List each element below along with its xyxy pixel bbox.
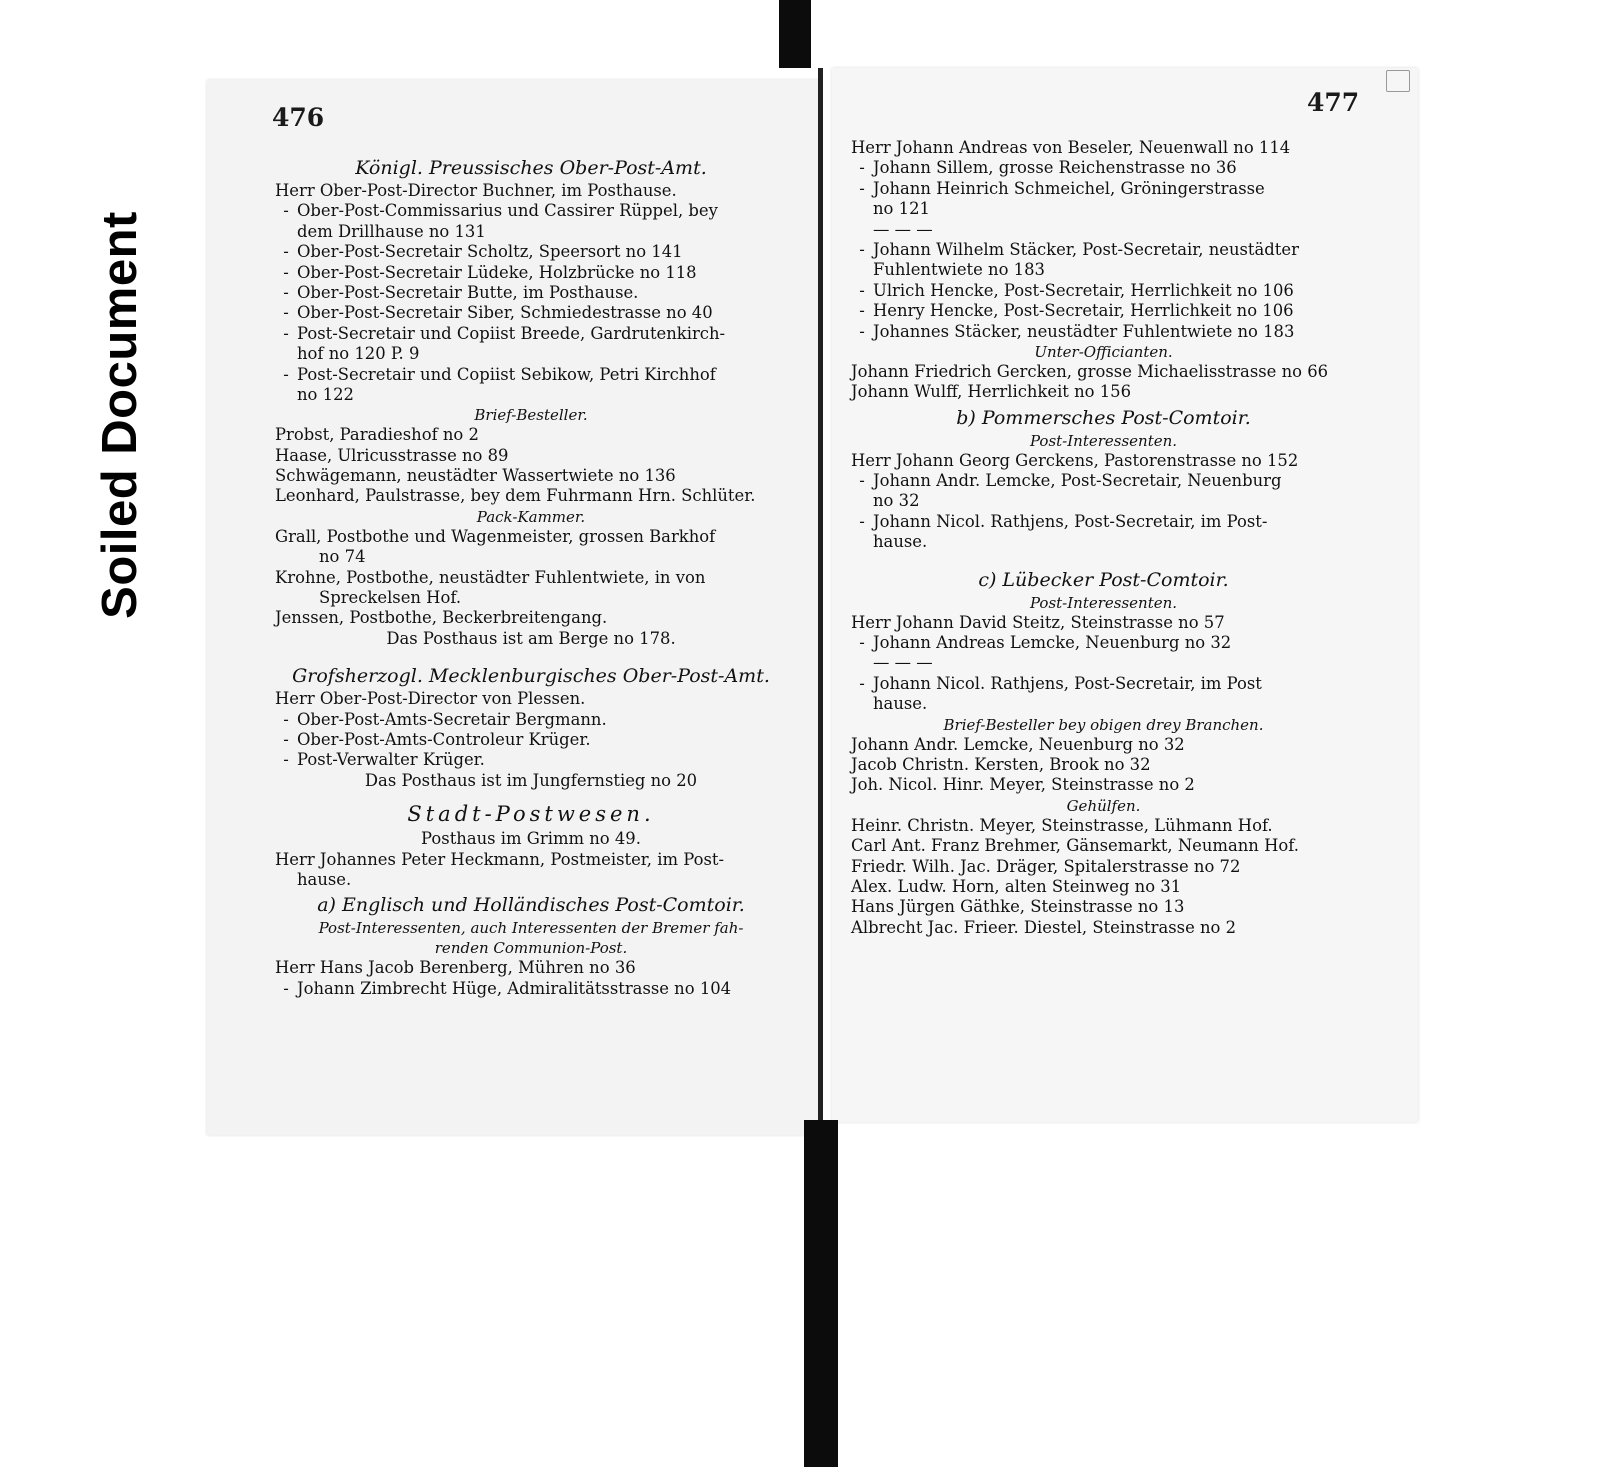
dash-mark: - bbox=[859, 239, 865, 259]
entry-text: Henry Hencke, Post-Secretair, Herrlichkeit no 106 bbox=[873, 301, 1294, 321]
dash-mark: - bbox=[283, 978, 289, 998]
dash-entry-line bbox=[275, 242, 787, 262]
subsection-heading: Post-Interessenten. bbox=[1029, 431, 1178, 450]
entry-line: Heinr. Christn. Meyer, Steinstrasse, Lühmann Hof. bbox=[851, 815, 1273, 835]
entry-text: Ober-Post-Secretair Butte, im Posthause. bbox=[297, 282, 639, 302]
entry-text: Johann Sillem, grosse Reichenstrasse no 36 bbox=[873, 158, 1237, 178]
entry-text: Johann Andr. Lemcke, Post-Secretair, Neuenburg bbox=[873, 471, 1282, 491]
ditto-dashes: — — — bbox=[873, 219, 933, 239]
entry-text: Johann Wilhelm Stäcker, Post-Secretair, neustädter bbox=[873, 239, 1299, 259]
centered-note: Das Posthaus ist am Berge no 178. bbox=[386, 628, 676, 648]
entry-line: Hans Jürgen Gäthke, Steinstrasse no 13 bbox=[851, 897, 1185, 917]
entry-line: Johann Friedrich Gercken, grosse Michaelisstrasse no 66 bbox=[851, 361, 1329, 381]
dash-mark: - bbox=[283, 201, 289, 221]
dash-mark: - bbox=[283, 709, 289, 729]
entry-text: Johann Zimbrecht Hüge, Admiralitätsstrasse no 104 bbox=[297, 978, 732, 998]
dash-entry-line bbox=[275, 710, 787, 730]
dash-entry-line bbox=[275, 324, 787, 344]
entry-line: Albrecht Jac. Frieer. Diestel, Steinstrasse no 2 bbox=[851, 917, 1237, 937]
entry-text: Ober-Post-Commissarius und Cassirer Rüppel, bey bbox=[297, 201, 718, 221]
entry-text: Ober-Post-Amts-Secretair Bergmann. bbox=[297, 709, 607, 729]
entry-line: Herr Johannes Peter Heckmann, Postmeister, im Post- bbox=[275, 849, 724, 869]
entry-line: Herr Johann Georg Gerckens, Pastorenstrasse no 152 bbox=[851, 450, 1299, 470]
entry-line: Herr Hans Jacob Berenberg, Mühren no 36 bbox=[275, 958, 636, 978]
entry-line: Grall, Postbothe und Wagenmeister, grossen Barkhof bbox=[275, 526, 716, 546]
dash-mark: - bbox=[283, 364, 289, 384]
binding-bar-top bbox=[779, 0, 811, 68]
section-heading: b) Pommersches Post-Comtoir. bbox=[956, 406, 1251, 429]
entry-text: Post-Secretair und Copiist Breede, Gardrutenkirch- bbox=[297, 323, 726, 343]
entry-text: Ober-Post-Secretair Siber, Schmiedestrasse no 40 bbox=[297, 303, 713, 323]
entry-line: Herr Ober-Post-Director Buchner, im Posthause. bbox=[275, 181, 677, 200]
entry-line: Johann Wulff, Herrlichkeit no 156 bbox=[851, 382, 1132, 402]
continuation-line: hause. bbox=[873, 532, 928, 552]
entry-line: Probst, Paradieshof no 2 bbox=[275, 425, 479, 445]
dash-entry-line bbox=[851, 301, 1356, 321]
dash-mark: - bbox=[859, 511, 865, 531]
dash-mark: - bbox=[283, 282, 289, 302]
subsection-heading: Brief-Besteller. bbox=[474, 406, 588, 425]
continuation-line: no 121 bbox=[873, 199, 930, 219]
entry-line: Jenssen, Postbothe, Beckerbreitengang. bbox=[275, 608, 608, 628]
stamp-text: Soiled Document bbox=[93, 211, 147, 619]
continuation-line: hause. bbox=[297, 869, 352, 889]
entry-line: Herr Johann David Steitz, Steinstrasse no 57 bbox=[851, 612, 1225, 632]
entry-text: Ober-Post-Amts-Controleur Krüger. bbox=[297, 729, 591, 749]
binding-bar-bottom bbox=[804, 1120, 838, 1467]
dash-mark: - bbox=[859, 158, 865, 178]
ditto-dashes: — — — bbox=[873, 653, 933, 673]
continuation-line: hof no 120 P. 9 bbox=[297, 344, 420, 364]
subsection-heading: Pack-Kammer. bbox=[476, 507, 586, 526]
subsection-heading: Unter-Officianten. bbox=[1034, 342, 1173, 361]
dash-mark: - bbox=[859, 178, 865, 198]
section-heading: Grofsherzogl. Mecklenburgisches Ober-Post-Amt. bbox=[292, 665, 770, 688]
dash-entry-line bbox=[275, 365, 787, 385]
entry-text: Johann Heinrich Schmeichel, Gröningerstrasse bbox=[873, 178, 1265, 198]
entry-line: Johann Andr. Lemcke, Neuenburg no 32 bbox=[851, 734, 1185, 754]
dash-entry-line bbox=[275, 283, 787, 303]
continuation-line: hause. bbox=[873, 694, 928, 714]
dash-entry-line bbox=[275, 201, 787, 221]
main-heading: Stadt-Postwesen. bbox=[407, 802, 655, 827]
entry-line: Friedr. Wilh. Jac. Dräger, Spitalerstrasse no 72 bbox=[851, 856, 1241, 876]
dash-entry-line bbox=[851, 512, 1356, 532]
dash-mark: - bbox=[283, 262, 289, 282]
soiled-document-stamp bbox=[95, 160, 145, 670]
continuation-line: no 32 bbox=[873, 491, 920, 511]
section-heading: c) Lübecker Post-Comtoir. bbox=[978, 568, 1229, 591]
subsection-heading: renden Communion-Post. bbox=[434, 939, 628, 958]
dash-mark: - bbox=[859, 321, 865, 341]
dash-mark: - bbox=[859, 280, 865, 300]
entry-line: Haase, Ulricusstrasse no 89 bbox=[275, 445, 509, 465]
continuation-line: dem Drillhause no 131 bbox=[297, 221, 486, 241]
entry-line: Schwägemann, neustädter Wassertwiete no 136 bbox=[275, 466, 676, 486]
entry-line: Alex. Ludw. Horn, alten Steinweg no 31 bbox=[851, 876, 1182, 896]
continuation-line: no 122 bbox=[297, 384, 354, 404]
dash-mark: - bbox=[859, 633, 865, 653]
left-page-text bbox=[275, 153, 787, 999]
subsection-heading: Brief-Besteller bey obigen drey Branchen. bbox=[943, 715, 1264, 734]
right-page-number: 477 bbox=[1307, 88, 1360, 117]
entry-line: Leonhard, Paulstrasse, bey dem Fuhrmann Hrn. Schlüter. bbox=[275, 486, 756, 506]
book-gutter bbox=[818, 68, 823, 1130]
dash-mark: - bbox=[283, 303, 289, 323]
entry-line: Krohne, Postbothe, neustädter Fuhlentwiete, in von bbox=[275, 567, 706, 587]
entry-text: Johannes Stäcker, neustädter Fuhlentwiete no 183 bbox=[873, 321, 1295, 341]
dash-entry-line bbox=[851, 179, 1356, 199]
entry-text: Post-Secretair und Copiist Sebikow, Petri Kirchhof bbox=[297, 364, 716, 384]
entry-text: Ober-Post-Secretair Lüdeke, Holzbrücke no 118 bbox=[297, 262, 697, 282]
dash-entry-line bbox=[851, 471, 1356, 491]
entry-line: Joh. Nicol. Hinr. Meyer, Steinstrasse no 2 bbox=[851, 775, 1195, 795]
dash-mark: - bbox=[283, 323, 289, 343]
dash-entry-line bbox=[851, 633, 1356, 653]
dash-entry-line bbox=[275, 303, 787, 323]
dash-entry-line bbox=[851, 674, 1356, 694]
right-page-text bbox=[851, 138, 1356, 938]
entry-text: Ober-Post-Secretair Scholtz, Speersort no 141 bbox=[297, 242, 683, 262]
entry-line: Jacob Christn. Kersten, Brook no 32 bbox=[851, 754, 1151, 774]
dash-entry-line bbox=[851, 322, 1356, 342]
dash-mark: - bbox=[283, 242, 289, 262]
dash-mark: - bbox=[283, 750, 289, 770]
dash-entry-line bbox=[851, 281, 1356, 301]
subsection-heading: Post-Interessenten, auch Interessenten der Bremer fah- bbox=[318, 919, 744, 938]
entry-text: Post-Verwalter Krüger. bbox=[297, 750, 485, 770]
left-page-number: 476 bbox=[272, 103, 325, 132]
continuation-line: no 74 bbox=[319, 547, 366, 567]
dash-entry-line bbox=[275, 263, 787, 283]
entry-text: Ulrich Hencke, Post-Secretair, Herrlichkeit no 106 bbox=[873, 280, 1294, 300]
continuation-line: Fuhlentwiete no 183 bbox=[873, 260, 1045, 280]
dash-entry-line bbox=[851, 240, 1356, 260]
subsection-heading: Post-Interessenten. bbox=[1029, 593, 1178, 612]
dash-entry-line bbox=[275, 750, 787, 770]
entry-line: Herr Ober-Post-Director von Plessen. bbox=[275, 689, 586, 709]
dash-mark: - bbox=[859, 673, 865, 693]
dash-mark: - bbox=[859, 471, 865, 491]
dash-entry-line bbox=[275, 730, 787, 750]
continuation-line: Spreckelsen Hof. bbox=[319, 588, 462, 608]
entry-text: Johann Nicol. Rathjens, Post-Secretair, im Post- bbox=[873, 511, 1268, 531]
subsection-heading: Gehülfen. bbox=[1066, 796, 1141, 815]
dash-mark: - bbox=[283, 729, 289, 749]
entry-line: Carl Ant. Franz Brehmer, Gänsemarkt, Neumann Hof. bbox=[851, 836, 1299, 856]
dash-entry-line bbox=[851, 158, 1356, 178]
dash-entry-line bbox=[275, 979, 787, 999]
entry-text: Johann Nicol. Rathjens, Post-Secretair, im Post bbox=[873, 673, 1262, 693]
entry-text: Johann Andreas Lemcke, Neuenburg no 32 bbox=[873, 633, 1232, 653]
centered-note: Das Posthaus ist im Jungfernstieg no 20 bbox=[364, 770, 698, 790]
corner-fold-mark bbox=[1386, 70, 1410, 92]
dash-mark: - bbox=[859, 301, 865, 321]
centered-note: Posthaus im Grimm no 49. bbox=[421, 829, 641, 849]
section-heading: Königl. Preussisches Ober-Post-Amt. bbox=[355, 157, 707, 179]
entry-line: Herr Johann Andreas von Beseler, Neuenwall no 114 bbox=[851, 138, 1291, 157]
section-heading: a) Englisch und Holländisches Post-Comtoir. bbox=[317, 894, 745, 917]
